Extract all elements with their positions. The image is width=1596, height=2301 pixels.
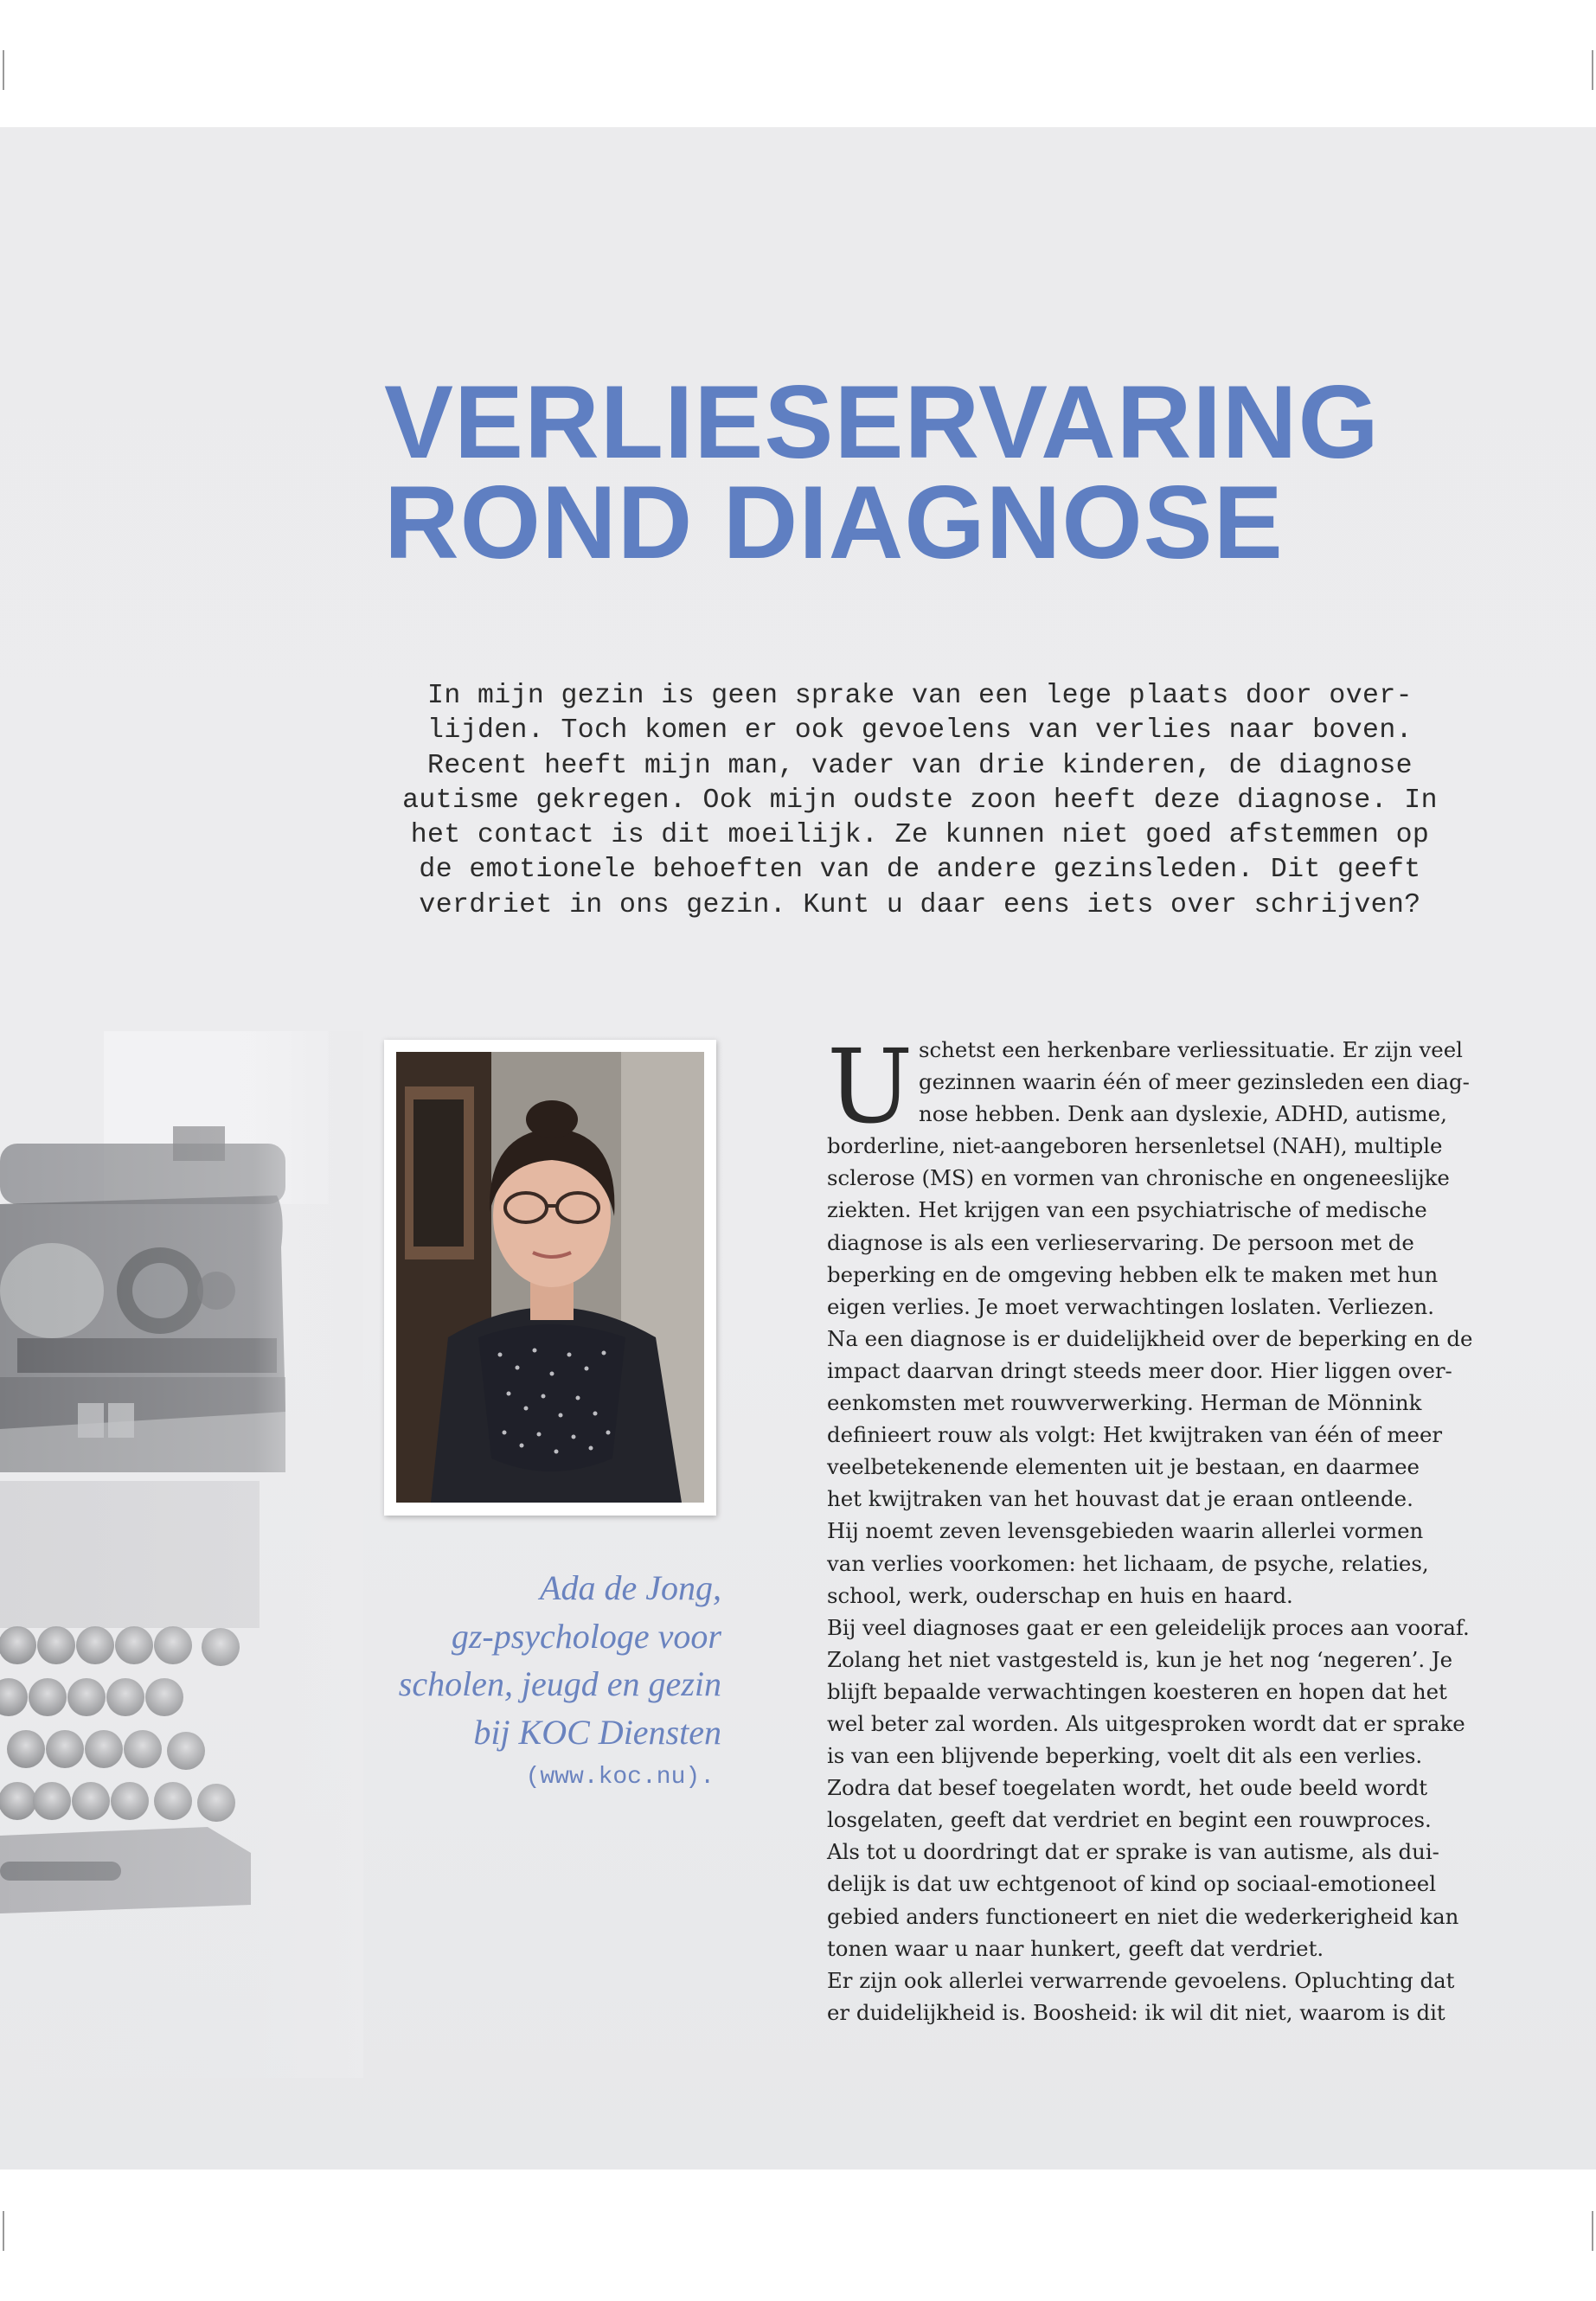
article-body (827, 1027, 1473, 2029)
crop-mark-top-right (1592, 50, 1593, 90)
magazine-page (0, 127, 1596, 2170)
body-line: Als tot u doordringt dat er sprake is van autisme, als dui- (827, 1839, 1439, 1865)
crop-mark-bottom-right (1592, 2211, 1593, 2251)
body-line: Na een diagnose is er duidelijkheid over de beperking en de (827, 1325, 1473, 1351)
body-line: veelbetekenende elementen uit je bestaan, en daarmee (827, 1454, 1420, 1480)
question-line: Recent heeft mijn man, vader van drie kinderen, de diagnose (427, 750, 1413, 781)
body-line: delijk is dat uw echtgenoot of kind op sociaal-emotioneel (827, 1871, 1437, 1897)
body-line: borderline, niet-aangeboren hersenletsel (NAH), multiple (827, 1133, 1443, 1159)
body-line: eenkomsten met rouwverwerking. Herman de Mönnink (827, 1390, 1422, 1416)
body-line: Bij veel diagnoses gaat er een geleidelijk proces aan vooraf. (827, 1614, 1470, 1640)
body-line: tonen waar u naar hunkert, geeft dat verdriet. (827, 1935, 1324, 1961)
body-line: wel beter zal worden. Als uitgesproken wordt dat er sprake (827, 1710, 1465, 1736)
title-line-2: ROND DIAGNOSE (384, 465, 1284, 580)
body-line: schetst een herkenbare verliessituatie. Er zijn veel (919, 1037, 1463, 1062)
body-line: diagnose is als een verlieservaring. De persoon met de (827, 1229, 1414, 1255)
body-line: school, werk, ouderschap en huis en haard. (827, 1582, 1293, 1608)
body-line: Zodra dat besef toegelaten wordt, het oude beeld wordt (827, 1775, 1428, 1801)
author-caption (363, 1564, 721, 1799)
body-line: sclerose (MS) en vormen van chronische en ongeneeslijke (827, 1165, 1450, 1191)
typewriter-illustration (0, 1031, 363, 2078)
question-line: verdriet in ons gezin. Kunt u daar eens iets over schrijven? (419, 889, 1421, 920)
body-line: is van een blijvende beperking, voelt dit als een verlies. (827, 1743, 1423, 1769)
body-line: gebied anders functioneert en niet die wederkerigheid kan (827, 1903, 1459, 1929)
body-line: het kwijtraken van het houvast dat je eraan ontleende. (827, 1486, 1413, 1512)
body-line: eigen verlies. Je moet verwachtingen loslaten. Verliezen. (827, 1293, 1434, 1319)
drop-cap: U (827, 1027, 913, 1146)
title-line-1: VERLIESERVARING (384, 364, 1380, 480)
question-line: het contact is dit moeilijk. Ze kunnen niet goed afstemmen op (410, 820, 1430, 851)
author-photo-frame (384, 1040, 716, 1516)
body-line: van verlies voorkomen: het lichaam, de psyche, relaties, (827, 1550, 1429, 1576)
body-line: beperking en de omgeving hebben elk te maken met hun (827, 1261, 1439, 1287)
body-line: er duidelijkheid is. Boosheid: ik wil dit niet, waarom is dit (827, 1999, 1445, 2025)
question-line: In mijn gezin is geen sprake van een lege plaats door over- (427, 681, 1413, 711)
body-line: ziekten. Het krijgen van een psychiatrische of medische (827, 1197, 1427, 1223)
crop-mark-top-left (3, 50, 4, 90)
caption-line: Ada de Jong, (540, 1568, 721, 1607)
body-line: losgelaten, geeft dat verdriet en begint een rouwproces. (827, 1807, 1432, 1833)
body-line: nose hebben. Denk aan dyslexie, ADHD, autisme, (919, 1101, 1447, 1127)
article-title (384, 364, 1380, 580)
body-line: definieert rouw als volgt: Het kwijtraken van één of meer (827, 1422, 1443, 1448)
body-line: Zolang het niet vastgesteld is, kun je het nog ‘negeren’. Je (827, 1646, 1453, 1672)
body-line: blijft bepaalde verwachtingen koesteren en hopen dat het (827, 1678, 1447, 1704)
author-portrait-image (396, 1052, 704, 1503)
reader-question (394, 679, 1445, 923)
body-line: Hij noemt zeven levensgebieden waarin allerlei vormen (827, 1518, 1424, 1544)
question-line: lijden. Toch komen er ook gevoelens van verlies naar boven. (427, 715, 1413, 747)
body-line: impact daarvan dringt steeds meer door. Hier liggen over- (827, 1357, 1452, 1383)
body-line: Er zijn ook allerlei verwarrende gevoelens. Opluchting dat (827, 1967, 1455, 1993)
caption-line: gz-psychologe voor (451, 1616, 721, 1656)
caption-url: (www.koc.nu). (525, 1764, 715, 1791)
caption-line: scholen, jeugd en gezin (398, 1664, 721, 1703)
question-line: autisme gekregen. Ook mijn oudste zoon heeft deze diagnose. In (402, 785, 1438, 816)
body-line: gezinnen waarin één of meer gezinsleden een diag- (919, 1069, 1470, 1095)
crop-mark-bottom-left (3, 2211, 4, 2251)
caption-line: bij KOC Diensten (473, 1712, 721, 1752)
question-line: de emotionele behoeften van de andere gezinsleden. Dit geeft (419, 855, 1421, 886)
